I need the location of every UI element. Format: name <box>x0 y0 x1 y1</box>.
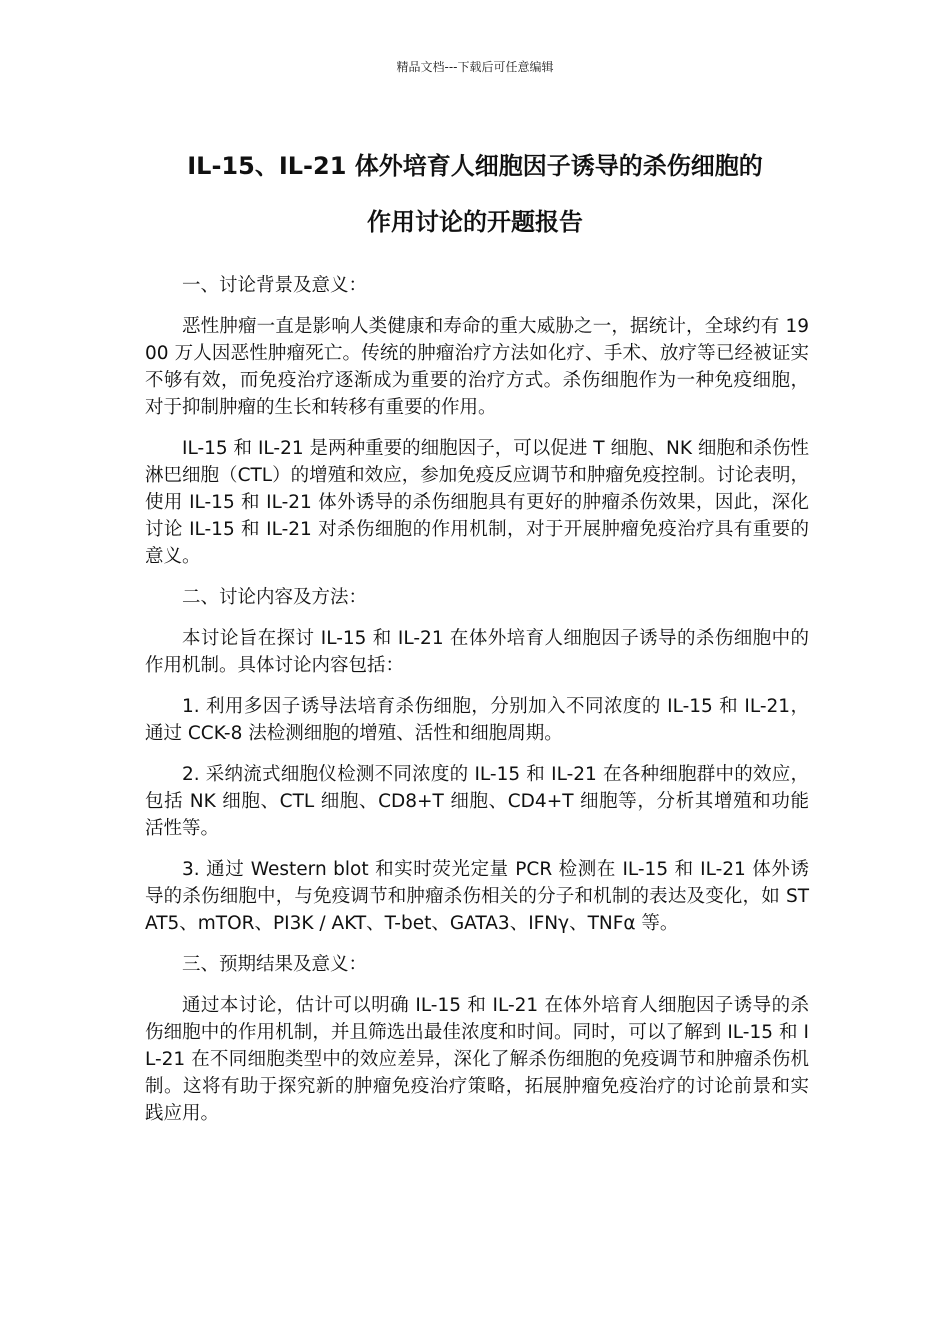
section-heading-methods: 二、讨论内容及方法： <box>182 587 368 608</box>
paragraph-methods-item-3: 3. 通过 Western blot 和实时荧光定量 PCR 检测在 IL-15 和 IL-21 体外诱导的杀伤细胞中，与免疫调节和肿瘤杀伤相关的分子和机制的表达及变化，如 STAT5、mTOR、PI3K / AKT、T-bet、GATA3、IFNγ、TNFα 等。 <box>145 859 809 934</box>
title-line-2: 作用讨论的开题报告 <box>367 208 583 236</box>
paragraph-results: 通过本讨论，估计可以明确 IL-15 和 IL-21 在体外培育人细胞因子诱导的杀伤细胞中的作用机制，并且筛选出最佳浓度和时间。同时，可以了解到 IL-15 和 IL-21 在不同细胞类型中的效应差异，深化了解杀伤细胞的免疫调节和肿瘤杀伤机制。这将有助于探究新的肿瘤免疫治疗策略，拓展肿瘤免疫治疗的讨论前景和实践应用。 <box>145 995 809 1124</box>
section-heading-background: 一、讨论背景及意义： <box>182 275 368 296</box>
document-title <box>120 138 830 250</box>
title-line-1: IL-15、IL-21 体外培育人细胞因子诱导的杀伤细胞的 <box>187 152 763 180</box>
paragraph-background-1: 恶性肿瘤一直是影响人类健康和寿命的重大威胁之一，据统计，全球约有 1900 万人因恶性肿瘤死亡。传统的肿瘤治疗方法如化疗、手术、放疗等已经被证实不够有效，而免疫治疗逐渐成为重要的治疗方式。杀伤细胞作为一种免疫细胞，对于抑制肿瘤的生长和转移有重要的作用。 <box>145 316 809 418</box>
section-heading-results: 三、预期结果及意义： <box>182 954 368 975</box>
paragraph-methods-intro: 本讨论旨在探讨 IL-15 和 IL-21 在体外培育人细胞因子诱导的杀伤细胞中的作用机制。具体讨论内容包括： <box>145 628 809 676</box>
page-header: 精品文档---下载后可任意编辑 <box>396 60 554 74</box>
paragraph-methods-item-1: 1. 利用多因子诱导法培育杀伤细胞，分别加入不同浓度的 IL-15 和 IL-21，通过 CCK-8 法检测细胞的增殖、活性和细胞周期。 <box>145 696 809 744</box>
paragraph-background-2: IL-15 和 IL-21 是两种重要的细胞因子，可以促进 T 细胞、NK 细胞和杀伤性淋巴细胞（CTL）的增殖和效应，参加免疫反应调节和肿瘤免疫控制。讨论表明，使用 IL-15 和 IL-21 体外诱导的杀伤细胞具有更好的肿瘤杀伤效果，因此，深化讨论 IL-15 和 IL-21 对杀伤细胞的作用机制，对于开展肿瘤免疫治疗具有重要的意义。 <box>145 438 809 567</box>
document-body <box>145 272 809 1141</box>
paragraph-methods-item-2: 2. 采纳流式细胞仪检测不同浓度的 IL-15 和 IL-21 在各种细胞群中的效应，包括 NK 细胞、CTL 细胞、CD8+T 细胞、CD4+T 细胞等，分析其增殖和功能活性等。 <box>145 764 809 839</box>
